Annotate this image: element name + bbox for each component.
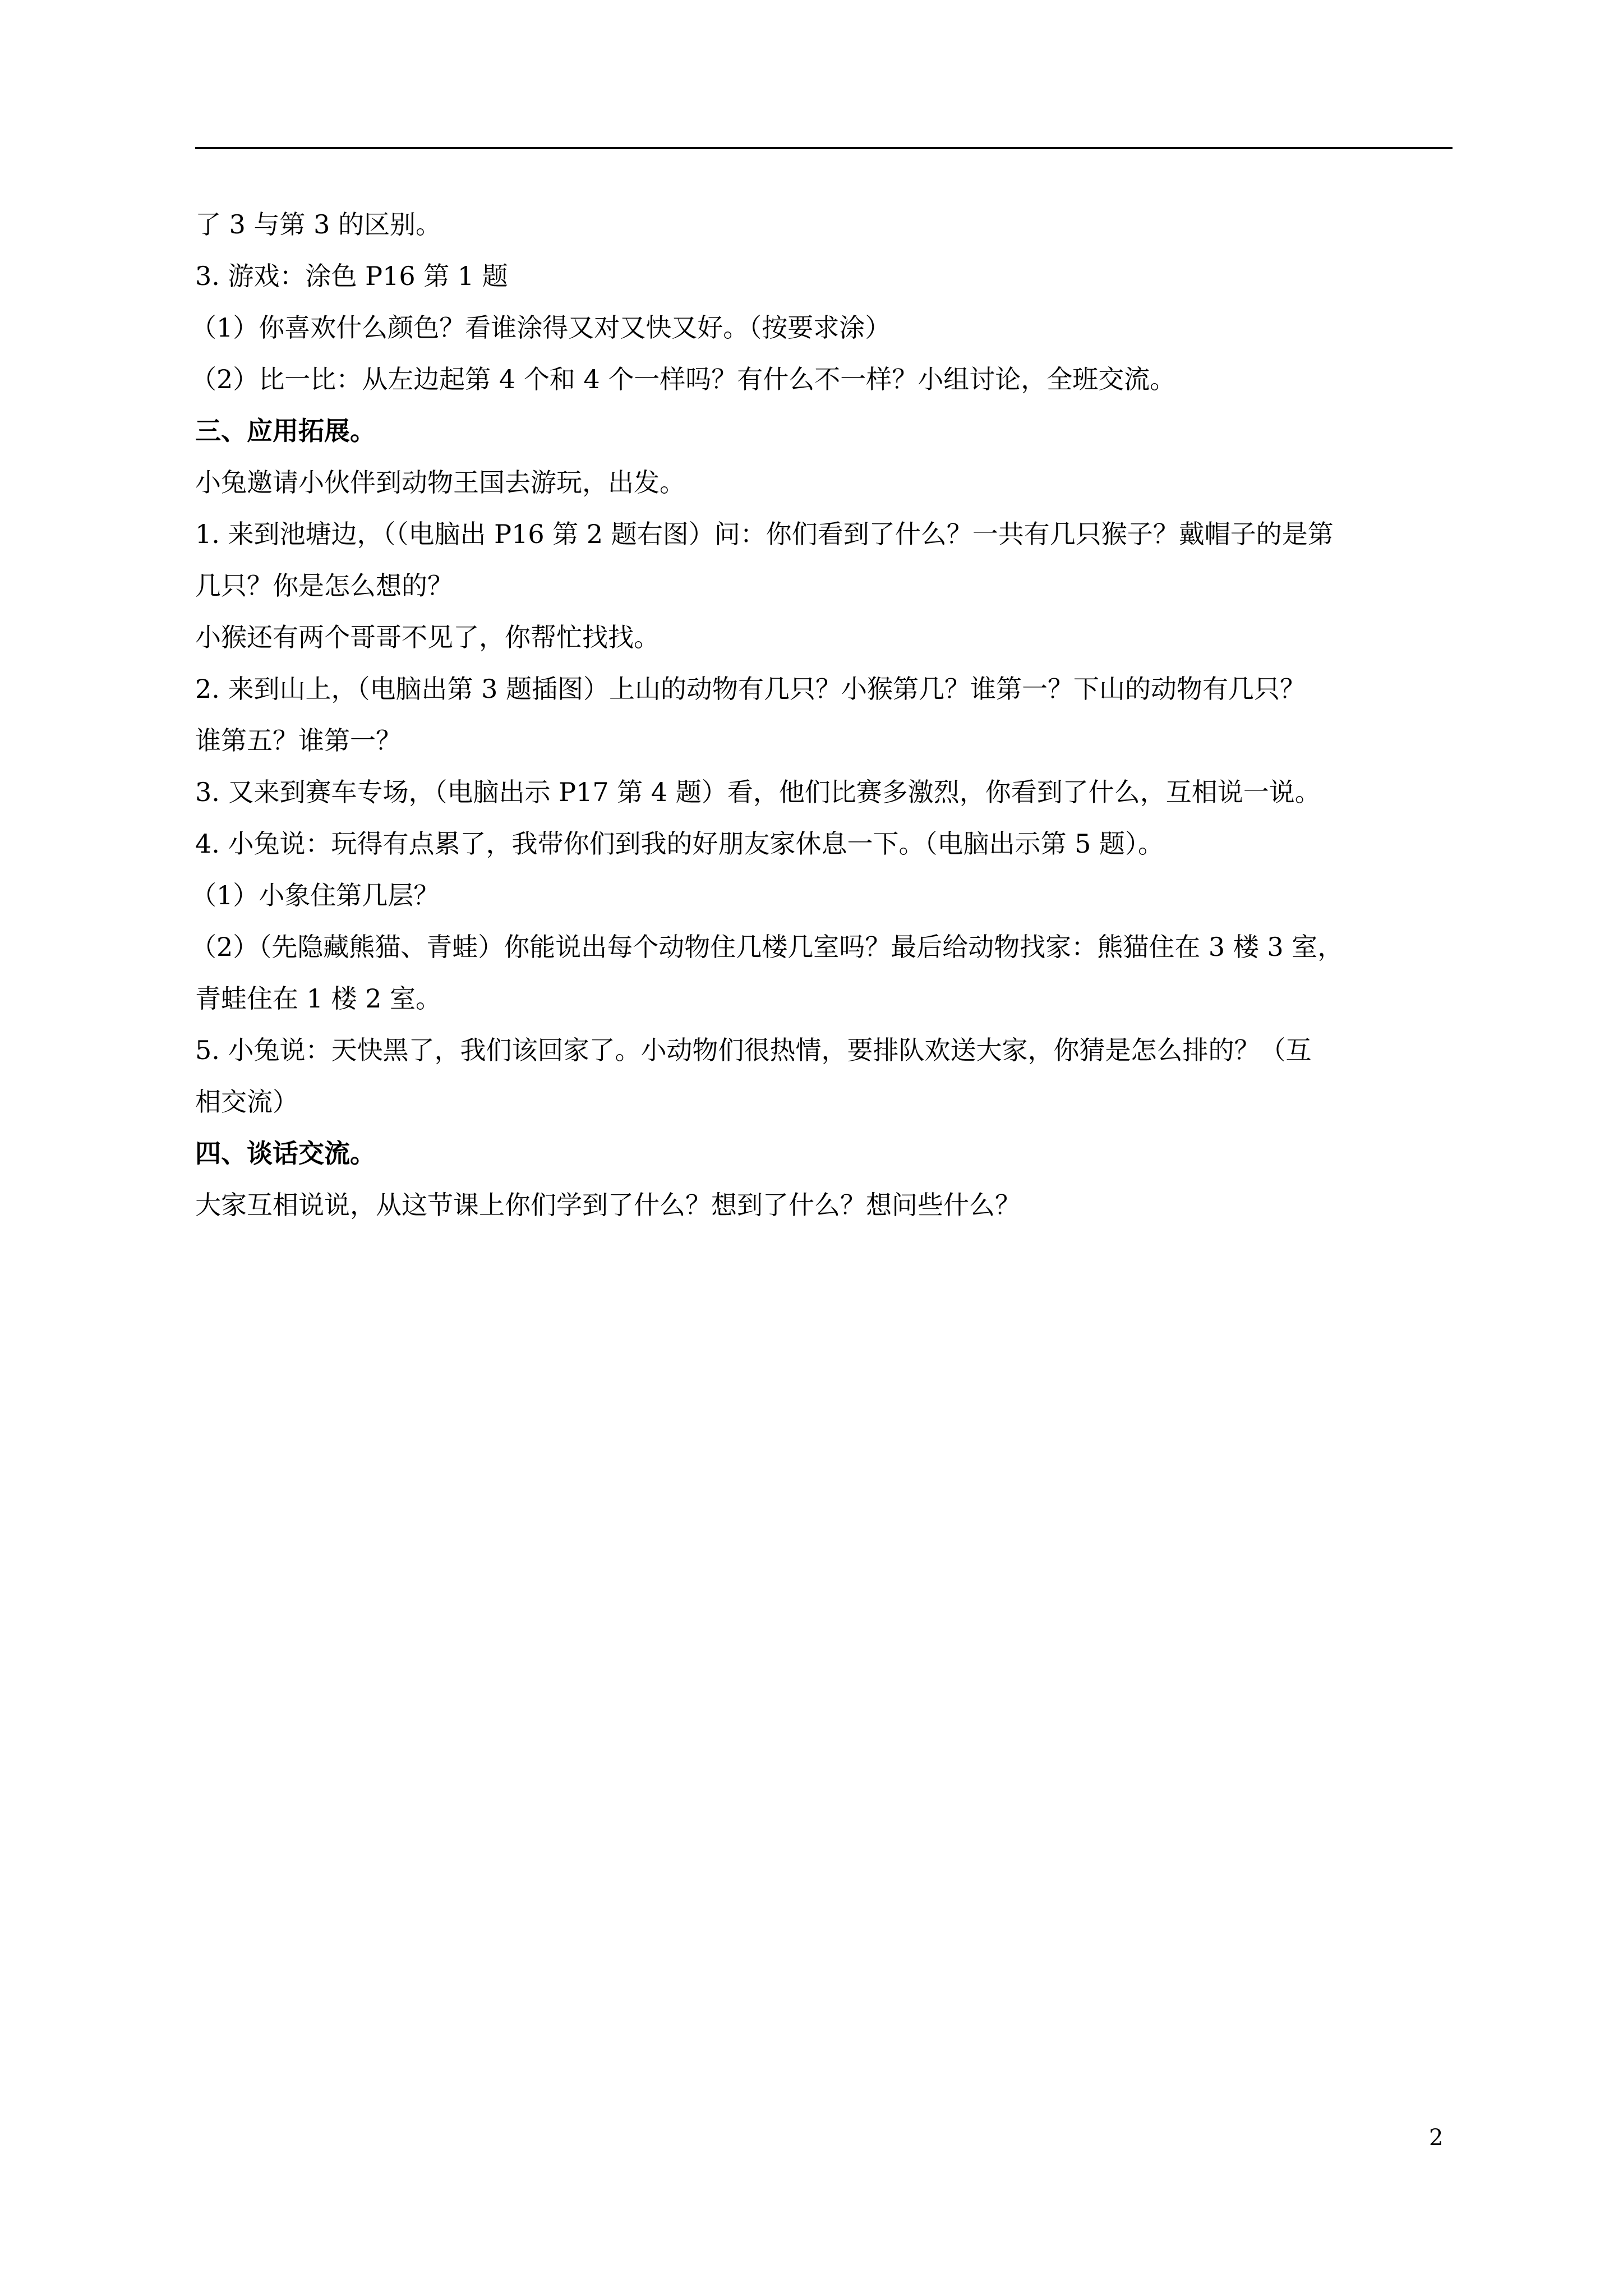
paragraph-line: 小猴还有两个哥哥不见了，你帮忙找找。 [195, 622, 660, 652]
paragraph-line: 2. 来到山上，（电脑出第 3 题插图）上山的动物有几只？小猴第几？谁第一？下山的动物有几只？ [195, 674, 1306, 704]
paragraph-line: 1. 来到池塘边，（（电脑出 P16 第 2 题右图）问：你们看到了什么？一共有几只猴子？戴帽子的是第 [195, 519, 1334, 549]
paragraph-line: （2）（先隐藏熊猫、青蛙）你能说出每个动物住几楼几室吗？最后给动物找家：熊猫住在 3 楼 3 室， [191, 932, 1344, 962]
paragraph-line: 几只？你是怎么想的？ [195, 570, 453, 601]
paragraph-line: 青蛙住在 1 楼 2 室。 [195, 983, 442, 1014]
paragraph-line: 相交流） [195, 1087, 298, 1117]
paragraph-line: 3. 游戏：涂色 P16 第 1 题 [195, 261, 508, 291]
paragraph-line: 了 3 与第 3 的区别。 [195, 209, 442, 240]
page-number: 2 [1429, 2125, 1444, 2151]
paragraph-line: 5. 小兔说：天快黑了，我们该回家了。小动物们很热情，要排队欢送大家，你猜是怎么排的？（互 [195, 1035, 1312, 1065]
paragraph-line: 4. 小兔说：玩得有点累了，我带你们到我的好朋友家休息一下。（电脑出示第 5 题）。 [195, 829, 1164, 859]
paragraph-line: 小兔邀请小伙伴到动物王国去游玩，出发。 [195, 467, 685, 498]
paragraph-line: （1）小象住第几层？ [191, 880, 440, 910]
paragraph-line: （2）比一比：从左边起第 4 个和 4 个一样吗？有什么不一样？小组讨论，全班交流。 [191, 364, 1176, 394]
section-heading: 三、应用拓展。 [195, 416, 376, 446]
section-heading: 四、谈话交流。 [195, 1138, 376, 1168]
header-rule [195, 147, 1453, 149]
paragraph-line: （1）你喜欢什么颜色？看谁涂得又对又快又好。（按要求涂） [191, 312, 891, 343]
paragraph-line: 谁第五？谁第一？ [195, 725, 402, 756]
paragraph-line: 大家互相说说，从这节课上你们学到了什么？想到了什么？想问些什么？ [195, 1190, 1021, 1220]
paragraph-line: 3. 又来到赛车专场，（电脑出示 P17 第 4 题）看，他们比赛多激烈，你看到了什么，互相说一说。 [195, 777, 1321, 807]
